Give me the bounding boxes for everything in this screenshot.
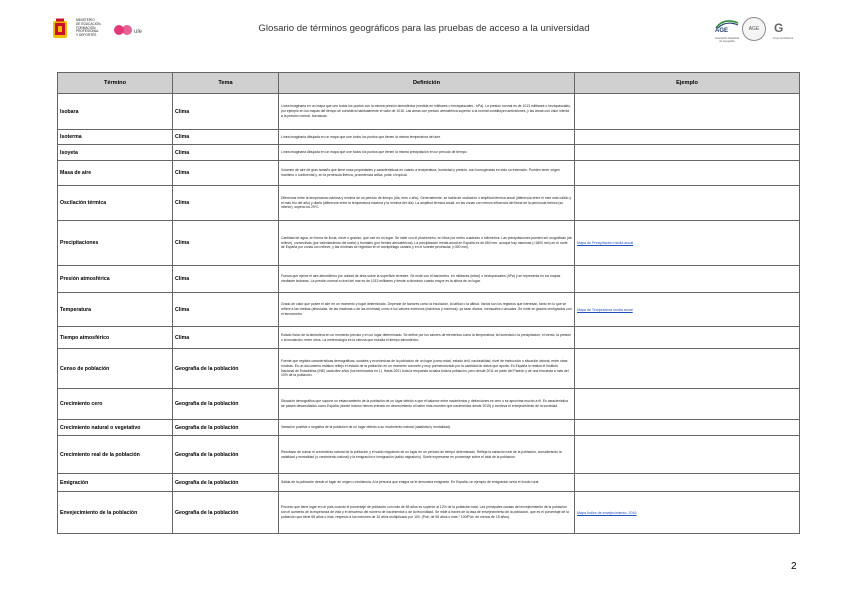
term-cell: Masa de aire: [58, 161, 173, 186]
definition-cell: Grado de calor que posee el aire en un momento y lugar determinado. Depende de factores como la insolación, la latitud o la altitud. Varios son los registros que interesan, tanto en lo que se refiere a las medias (absolutas, de las máximas o de las mínimas) como a los valores extremos (máximos y mínimos), ya sean diarios, mensuales o anuales. Se mide en grados centígrados con el termómetro.: [279, 293, 575, 327]
term-cell: Envejecimiento de la población: [58, 492, 173, 534]
example-link[interactable]: Mapa de Precipitación media anual: [577, 241, 634, 245]
tema-cell: Geografía de la población: [173, 436, 279, 474]
example-cell: [575, 94, 800, 130]
column-header: Tema: [173, 73, 279, 94]
age-logo: [714, 19, 740, 41]
definition-cell: Volumen de aire de gran tamaño que tiene unas propiedades y características en cuanto a temperatura, humedad y presión, son homogéneas en todo su extensión. Pueden tener origen marítimo o continental y, en la península Ibérica, procedencia ártica, polar o tropical.: [279, 161, 575, 186]
table-row: [58, 186, 800, 221]
term-cell: Temperatura: [58, 293, 173, 327]
tema-cell: Clima: [173, 161, 279, 186]
table-row: [58, 389, 800, 420]
tema-cell: Geografía de la población: [173, 492, 279, 534]
tema-cell: Clima: [173, 327, 279, 349]
tema-cell: Geografía de la población: [173, 389, 279, 420]
example-cell: [575, 474, 800, 492]
table-row: [58, 349, 800, 389]
example-cell: [575, 327, 800, 349]
tema-cell: Geografía de la población: [173, 420, 279, 436]
column-header: Ejemplo: [575, 73, 800, 94]
table-row: [58, 420, 800, 436]
table-row: [58, 293, 800, 327]
term-cell: Crecimiento cero: [58, 389, 173, 420]
term-cell: Crecimiento natural o vegetativo: [58, 420, 173, 436]
definition-cell: Línea imaginaria dibujada en un mapa que une todos los puntos que tienen la misma precipitación en un período de tiempo.: [279, 145, 575, 161]
tema-cell: Clima: [173, 130, 279, 145]
example-link[interactable]: Mapa Índice de envejecimiento, 2016: [577, 510, 637, 515]
term-cell: Oscilación térmica: [58, 186, 173, 221]
ministry-line: Y DEPORTES: [76, 33, 97, 38]
table-row: [58, 94, 800, 130]
definition-cell: Línea imaginaria en un mapa que une todos los puntos con la misma presión atmosférica (medida en milibares o hectopascales - hPa). La presión normal es de 1013 milibares o hectopascales, por ejemplo en los mapas del tiempo se considera habitualmente el valor de 1016. Las áreas con presión atmosférica superior a la normal constituyen anticiclones, y las áreas con valor inferior a la presión normal, borrascas.: [279, 94, 575, 130]
table-row: [58, 145, 800, 161]
definition-cell: Fuerza que ejerce el aire atmosférico por unidad de área sobre la superficie terrestre. Se mide con el barómetro, en milibares (mbar) o hectopascales (hPa) y se representa en los mapas mediante isobaras. La presión normal a nivel del mar es de 1013 milibares y tiende a disminuir cuanto mayor es la altura de un lugar.: [279, 266, 575, 293]
example-cell: [575, 389, 800, 420]
table-row: [58, 221, 800, 266]
definition-cell: Estado físico de la atmósfera en un momento preciso y en un lugar determinado. Se define por los valores de elementos como la temperatura, la humedad o la precipitación, el viento, la presión o la insolación, entre otros. La meteorología es la ciencia que estudia el tiempo atmosférico.: [279, 327, 575, 349]
age-seal-text: AGE: [748, 26, 760, 32]
example-cell: [575, 186, 800, 221]
age-logos: [714, 15, 798, 45]
example-cell: [575, 145, 800, 161]
tema-cell: Geografía de la población: [173, 474, 279, 492]
definition-cell: Salida de la población desde el lugar de origen o residencia. A la persona que emigra se le denomina emigrante. En España, un ejemplo de emigración sería el éxodo rural.: [279, 474, 575, 492]
term-cell: Precipitaciones: [58, 221, 173, 266]
term-cell: Emigración: [58, 474, 173, 492]
definition-cell: Cantidad de agua, en forma de lluvia, nieve o granizo, que cae en un lugar. Se mide con el pluviómetro, en litros por metro cuadrado o milímetros. Las precipitaciones pueden ser orográficas (de relieve), convectivas (por calentamiento del suelo) y frontales (por frentes atmosféricos). La precipitación media anual en España es de 650 mm, aunque hay máximas (>1800 mm) en el norte de España por zonas con relieve, y las mínimas se registran en el archipiélago canario y en el sureste peninsular (<300 mm).: [279, 221, 575, 266]
age-seal: [742, 17, 766, 41]
term-cell: Tiempo atmosférico: [58, 327, 173, 349]
tema-cell: Clima: [173, 293, 279, 327]
example-cell: [575, 130, 800, 145]
definition-cell: Fuente que registra características demográficas, sociales y económicas de la población de un lugar (como edad, estado civil, nacionalidad, nivel de instrucción o situación laboral, entre otras muchas. Es un documento estático reflejo el estado de la población en un momento concreto y muy pormenorizado por la cantidad de datos que aporta. En España lo realiza el Instituto Nacional de Estadística (INE) cada diez años (los terminados en 1). Hasta 2001 toda la respuesta la daba toda la población, pero desde 2011 se parte del Padrón y de una encuesta a más del 10% de la población.: [279, 349, 575, 389]
page-number: 2: [791, 561, 797, 572]
table-row: [58, 266, 800, 293]
example-cell: [575, 221, 800, 266]
didactica-logo: [770, 17, 796, 41]
term-cell: Presión atmosférica: [58, 266, 173, 293]
term-cell: Crecimiento real de la población: [58, 436, 173, 474]
page-header: [0, 0, 848, 50]
example-cell: [575, 492, 800, 534]
ministry-line: MINISTERIO: [76, 18, 95, 22]
definition-cell: Diferencia entre la temperatura máxima y mínima de un periodo de tiempo (día, mes o año). Generalmente, se habla de oscilación o amplitud térmica anual (diferencia entre el mes más cálido y el más frío del año) y diaria (diferencia entre la temperatura máxima y la mínima del día). La amplitud térmica anual, en las zonas con menos influencia del litoral de la península Ibérica (su interior), supera los 20ºC.: [279, 186, 575, 221]
term-cell: Isoterma: [58, 130, 173, 145]
mark-text: ule: [134, 29, 143, 35]
example-cell: [575, 266, 800, 293]
term-cell: Censo de población: [58, 349, 173, 389]
example-cell: [575, 349, 800, 389]
tema-cell: Clima: [173, 221, 279, 266]
table-row: [58, 492, 800, 534]
age-logo-subtitle: Asociación Española de Geografía: [714, 37, 740, 43]
didactica-logo-text: G: [774, 21, 784, 35]
column-header: Término: [58, 73, 173, 94]
tema-cell: Clima: [173, 94, 279, 130]
definition-cell: Variación positiva o negativa de la población de un lugar debido a su movimiento natural (natalidad y mortalidad).: [279, 420, 575, 436]
definition-cell: Línea imaginaria dibujada en un mapa que une todos los puntos que tienen la misma temperatura del aire.: [279, 130, 575, 145]
definition-cell: Resultado de sumar el crecimiento natural de la población y el saldo migratorio de un lugar en un período de tiempo determinado. Refleja la variación real de la población, considerando la natalidad y mortalidad (o crecimiento natural) y la emigración e inmigración (saldo migratorio). Suele expresarse en porcentaje sobre el total de la población.: [279, 436, 575, 474]
table-row: [58, 130, 800, 145]
table-header-row: [58, 73, 800, 94]
example-cell: [575, 161, 800, 186]
tema-cell: Clima: [173, 266, 279, 293]
table-row: [58, 436, 800, 474]
example-cell: [575, 436, 800, 474]
table-row: [58, 327, 800, 349]
table-row: [58, 474, 800, 492]
glossary-table: [57, 72, 800, 534]
term-cell: Isobara: [58, 94, 173, 130]
page-title: Glosario de términos geográficos para las pruebas de acceso a la universidad: [258, 23, 590, 34]
example-cell: [575, 293, 800, 327]
tema-cell: Clima: [173, 186, 279, 221]
ministry-line: DE EDUCACIÓN, FORMACIÓN PROFESIONAL: [76, 21, 102, 34]
definition-cell: Proceso que tiene lugar en un país cuando el porcentaje de población con más de 65 años es superior al 12% de la población total. Las principales causas del envejecimiento de la población son el aumento de la esperanza de vida y el descenso del número de nacimientos o de la fecundidad. Se mide a través de la tasa de envejecimiento de la población, que es el porcentaje de la población que tiene 65 años o más, respecto a los menores de 15 años multiplicado por 100. (Pob. de 65 años o más * 100/Pob. de menos de 15 años).: [279, 492, 575, 534]
example-link[interactable]: Mapa de Temperatura media anual: [577, 307, 633, 312]
example-cell: [575, 420, 800, 436]
tema-cell: Clima: [173, 145, 279, 161]
definition-cell: Situación demográfica que supone un estancamiento de la población de un lugar debido a que el balance entre nacimientos y defunciones es cero o se aproxima mucho a él. Es característica de países desarrollados como España (donde incluso hemos entrado en decrecimiento al haber más muertes que nacimientos desde 2015) y conlleva el envejecimiento de la sociedad.: [279, 389, 575, 420]
column-header: Definición: [279, 73, 575, 94]
age-logo-text: AGE: [715, 28, 729, 34]
didactica-logo-subtitle: Grupo de Didáctica: [772, 37, 794, 40]
table-row: [58, 161, 800, 186]
tema-cell: Geografía de la población: [173, 349, 279, 389]
term-cell: Isoyeta: [58, 145, 173, 161]
